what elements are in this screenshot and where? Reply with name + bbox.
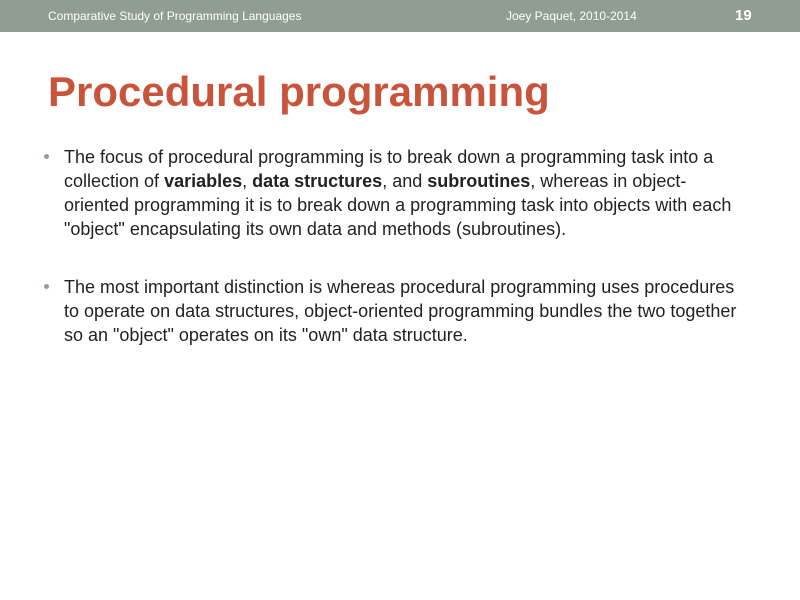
bullet-item — [44, 275, 744, 347]
bullet-text-part: , whereas in object-oriented programming it is to break down a programming task into objects with each "object" encapsulating its own data and methods (subroutines). — [64, 171, 732, 239]
page-number: 19 — [735, 7, 752, 24]
bullet-dot-icon — [44, 154, 49, 159]
bullet-list — [44, 145, 744, 347]
bullet-dot-icon — [44, 284, 49, 289]
term-variables: variables — [164, 171, 243, 191]
course-name: Comparative Study of Programming Languages — [48, 9, 302, 23]
bullet-text — [64, 147, 731, 239]
bullet-text-part: The focus of procedural programming is to break down a programming task into a collection of — [64, 147, 714, 191]
term-subroutines: subroutines — [427, 171, 531, 191]
bullet-text-separator: , and — [382, 171, 428, 191]
term-data-structures: data structures — [252, 171, 383, 191]
bullet-text-separator: , — [242, 171, 253, 191]
bullet-item — [44, 145, 744, 241]
slide-title: Procedural programming — [48, 68, 550, 115]
author-credit: Joey Paquet, 2010-2014 — [506, 9, 637, 23]
header-bar — [0, 0, 800, 32]
bullet-text: The most important distinction is whereas procedural programming uses procedures to operate on data structures, object-oriented programming bundles the two together so an "object" operates on its "own" data structure. — [64, 277, 737, 345]
